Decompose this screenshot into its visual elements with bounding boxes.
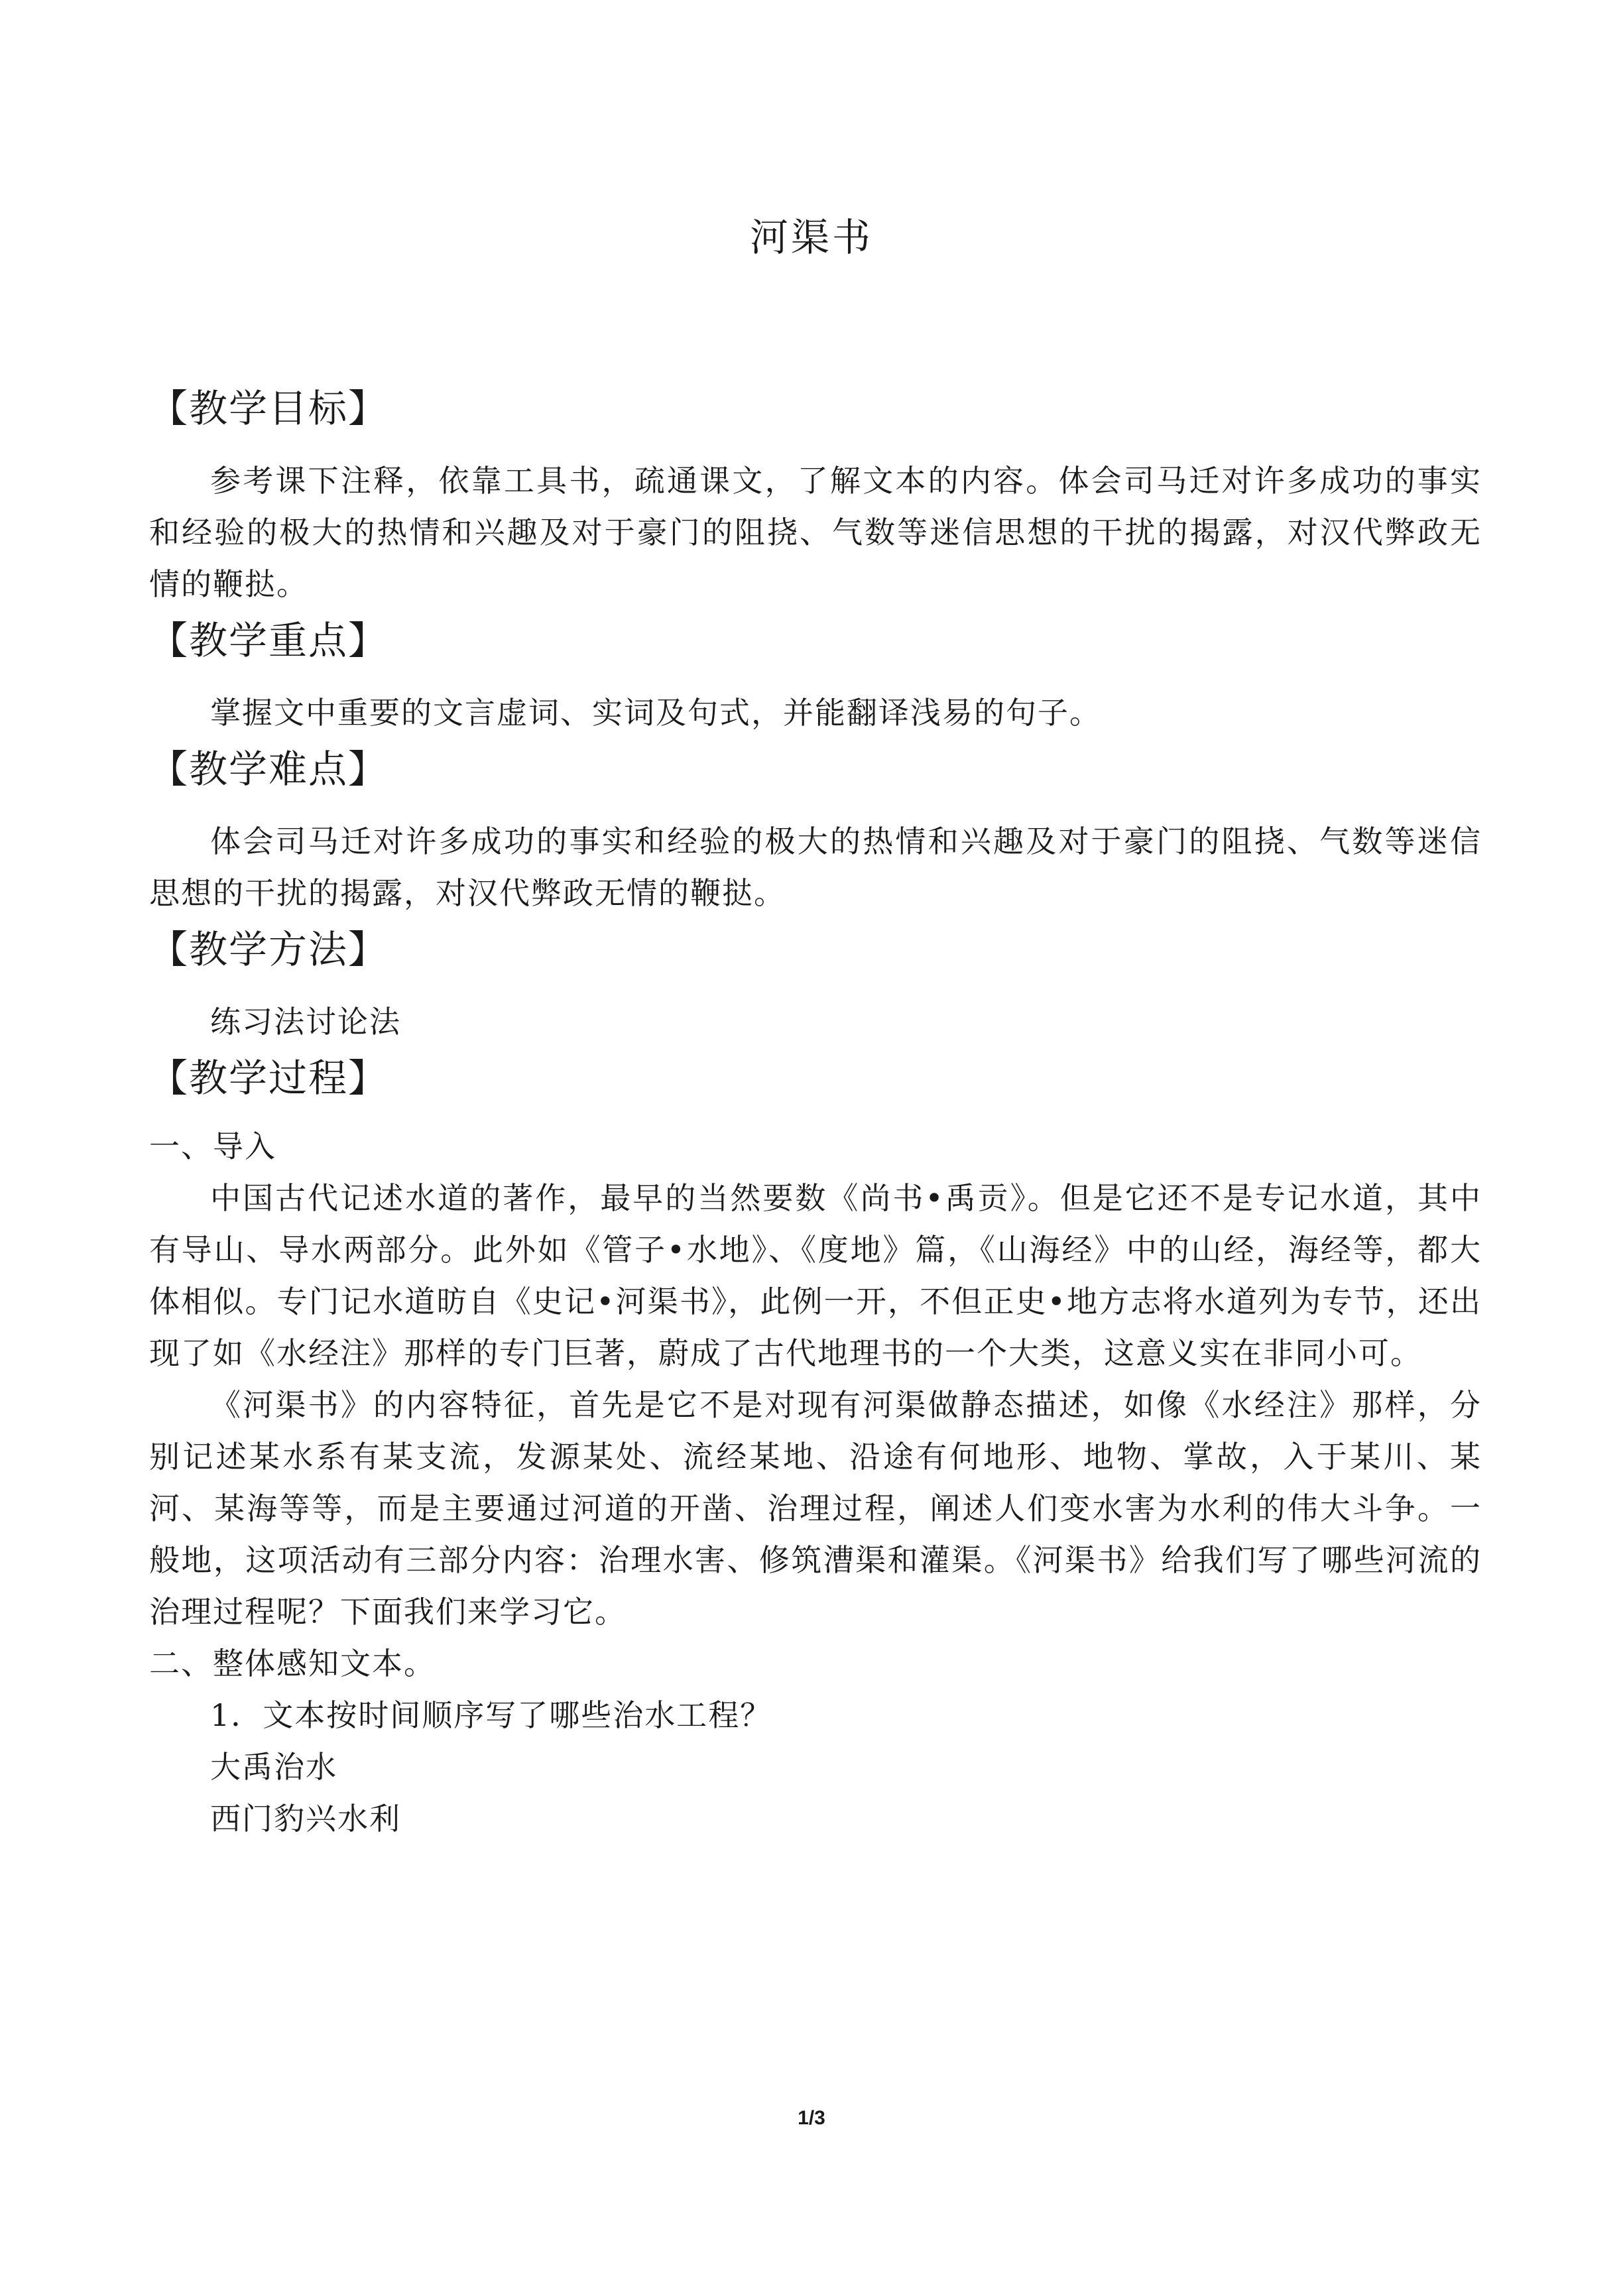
key-points-heading: 【教学重点】 <box>149 618 389 663</box>
question-1: 1．文本按时间顺序写了哪些治水工程？ <box>210 1697 772 1733</box>
step2-heading: 二、整体感知文本。 <box>149 1646 436 1681</box>
document-body <box>149 382 1482 1844</box>
answer-item-2: 西门豹兴水利 <box>210 1801 401 1837</box>
goals-paragraph: 参考课下注释，依靠工具书，疏通课文，了解文本的内容。体会司马迁对许多成功的事实和经验的极大的热情和兴趣及对于豪门的阻挠、气数等迷信思想的干扰的揭露，对汉代弊政无情的鞭挞。 <box>149 463 1482 602</box>
difficulties-heading: 【教学难点】 <box>149 747 389 792</box>
answer-item-1: 大禹治水 <box>210 1749 337 1785</box>
step1-paragraph-1: 中国古代记述水道的著作，最早的当然要数《尚书•禹贡》。但是它还不是专记水道，其中有导山、导水两部分。此外如《管子•水地》、《度地》篇，《山海经》中的山经，海经等，都大体相似。专门记水道昉自《史记•河渠书》，此例一开，不但正史•地方志将水道列为专节，还出现了如《水经注》那样的专门巨著，蔚成了古代地理书的一个大类，这意义实在非同小可。 <box>149 1180 1482 1371</box>
key-points-paragraph: 掌握文中重要的文言虚词、实词及句式，并能翻译浅易的句子。 <box>210 695 1101 731</box>
step1-paragraph-2: 《河渠书》的内容特征，首先是它不是对现有河渠做静态描述，如像《水经注》那样，分别记述某水系有某支流，发源某处、流经某地、沿途有何地形、地物、掌故，入于某川、某河、某海等等，而是主要通过河道的开凿、治理过程，阐述人们变水害为水利的伟大斗争。一般地，这项活动有三部分内容：治理水害、修筑漕渠和灌渠。《河渠书》给我们写了哪些河流的治理过程呢？下面我们来学习它。 <box>149 1387 1482 1630</box>
page-number: 1/3 <box>798 2107 825 2129</box>
document-title: 河渠书 <box>749 215 873 260</box>
process-heading: 【教学过程】 <box>149 1056 389 1101</box>
methods-heading: 【教学方法】 <box>149 927 389 972</box>
methods-paragraph: 练习法讨论法 <box>210 1004 401 1040</box>
difficulties-paragraph: 体会司马迁对许多成功的事实和经验的极大的热情和兴趣及对于豪门的阻挠、气数等迷信思想的干扰的揭露，对汉代弊政无情的鞭挞。 <box>149 823 1482 911</box>
goals-heading: 【教学目标】 <box>149 386 389 431</box>
step1-heading: 一、导入 <box>149 1128 276 1164</box>
